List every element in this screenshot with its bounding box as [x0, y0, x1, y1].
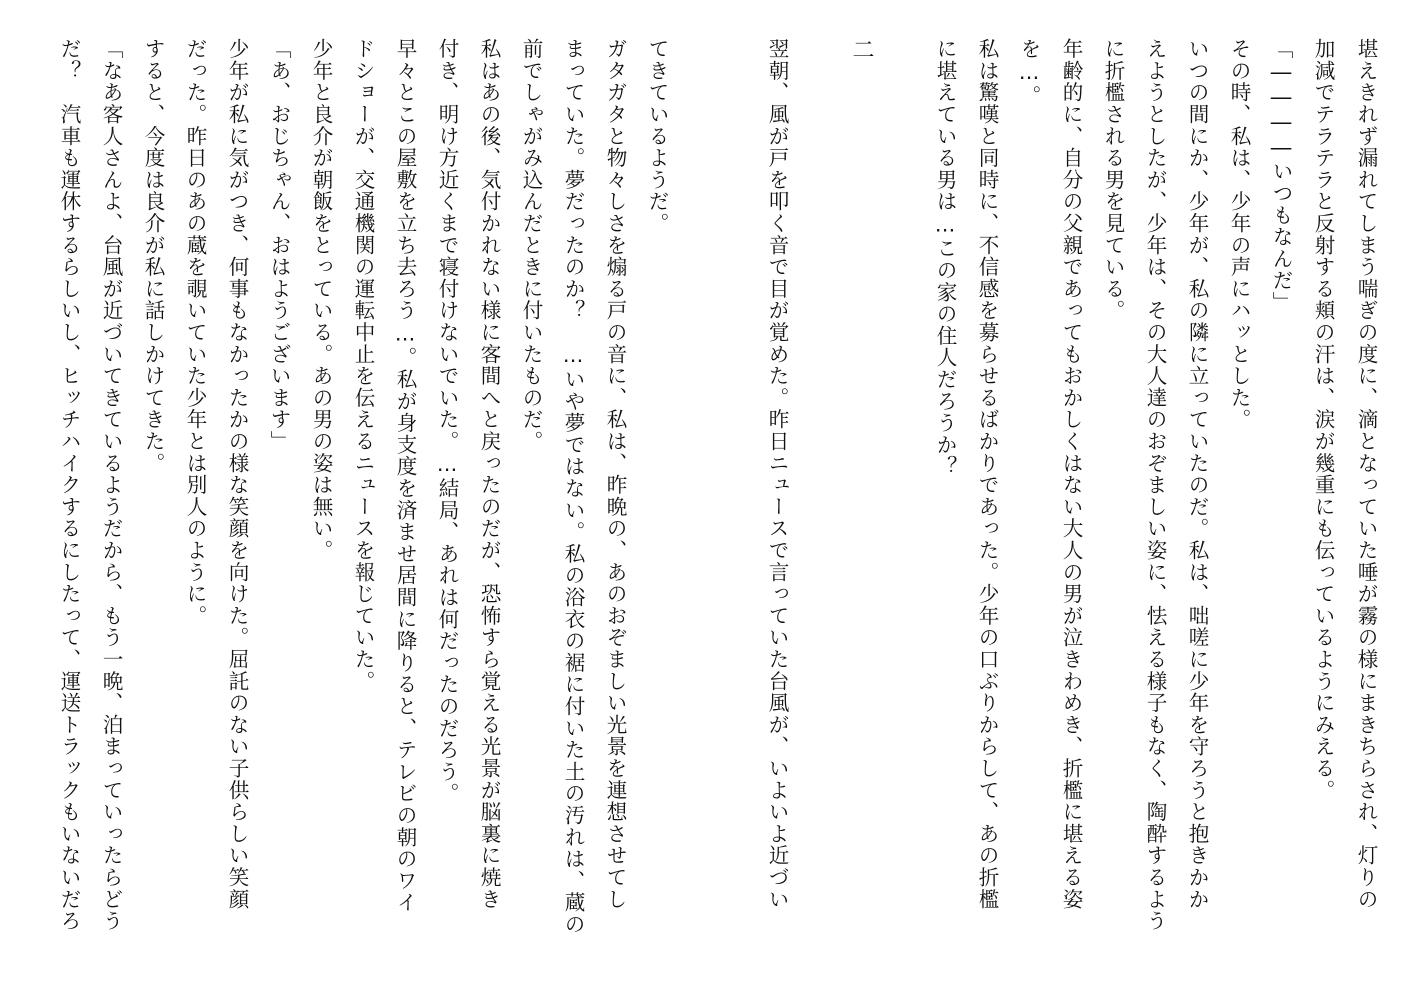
text-line: 少年と良介が朝飯をとっている。あの男の姿は無い。	[309, 38, 333, 562]
text-line: 加減でテラテラと反射する頬の汗は、涙が幾重にも伝っているようにみえる。	[1311, 38, 1335, 801]
text-line: 早々とこの屋敷を立ち去ろう…。私が身支度を済ませ居間に降りると、テレビの朝のワイ	[393, 38, 417, 914]
text-line: 付き、明け方近くまで寝付けないでいた。…結局、あれは何だったのだろう。	[435, 38, 459, 805]
text-line: 堪えきれず漏れてしまう喘ぎの度に、滴となっていた唾が霧の様にまきちらされ、灯りの	[1354, 38, 1378, 910]
text-line: 私はあの後、気付かれない様に客間へと戻ったのだが、恐怖すら覚える光景が脳裏に焼き	[477, 38, 501, 910]
text-line: だった。昨日のあの蔵を覗いていた少年とは別人のように。	[183, 38, 207, 627]
text-line: 「なあ客人さんよ、台風が近づいてきているようだから、もう一晩、泊まっていったらどう	[99, 38, 123, 932]
text-line: だ？ 汽車も運休するらしいし、ヒッチハイクするにしたって、運送トラックもいないだろ	[57, 38, 81, 932]
text-line: 「あ、おじちゃん、おはようございます」	[267, 38, 291, 453]
text-line: 「――――いつもなんだ」	[1269, 38, 1293, 314]
text-line: 翌朝、風が戸を叩く音で目が覚めた。昨日ニュースで言っていた台風が、いよいよ近づい	[765, 38, 789, 910]
text-line: てきているようだ。	[645, 38, 669, 235]
text-line: ガタガタと物々しさを煽る戸の音に、私は、昨晩の、あのおぞましい光景を連想させてし	[603, 38, 627, 910]
blank-line	[886, 38, 920, 978]
text-line: に折檻される男を見ている。	[1101, 38, 1125, 322]
text-line: 私は驚嘆と同時に、不信感を募らせるばかりであった。少年の口ぶりからして、あの折檻	[975, 38, 999, 910]
text-line: ドショーが、交通機関の運転中止を伝えるニュースを報じていた。	[351, 38, 375, 692]
text-line: えようとしたが、少年は、その大人達のおぞましい姿に、怯える様子もなく、陶酔するよう	[1143, 38, 1167, 932]
text-line: 少年が私に気がつき、何事もなかったかの様な笑顔を向けた。屈託のない子供らしい笑顔	[225, 38, 249, 910]
blank-line	[802, 38, 836, 978]
text-line: 前でしゃがみ込んだときに付いたものだ。	[519, 38, 543, 453]
text-line: まっていた。夢だったのか？ …いや夢ではない。私の浴衣の裾に付いた土の汚れは、蔵の	[561, 38, 585, 936]
text-line: すると、今度は良介が私に話しかけてきた。	[141, 38, 165, 474]
text-line: を…。	[1017, 38, 1041, 107]
text-line: に堪えている男は…この家の住人だろうか？	[933, 38, 957, 478]
chapter-heading: 二	[849, 38, 874, 62]
text-line: いつの間にか、少年が、私の隣に立っていたのだ。私は、咄嗟に少年を守ろうと抱きかか	[1185, 38, 1209, 910]
text-line: 年齢的に、自分の父親であってもおかしくはない大人の男が泣きわめき、折檻に堪える姿	[1059, 38, 1083, 910]
text-line: その時、私は、少年の声にハッとした。	[1227, 38, 1251, 431]
